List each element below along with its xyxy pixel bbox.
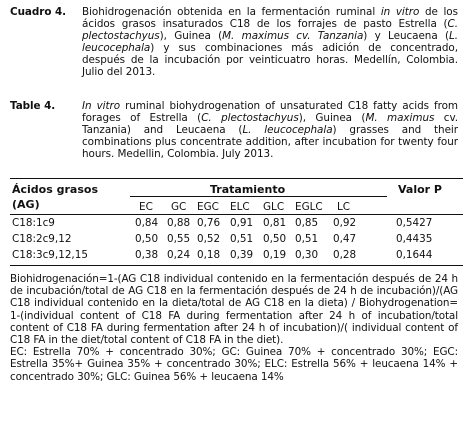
fatty-acid-cell: C18:2c9,12 xyxy=(12,233,72,245)
value-cell-gc: 0,55 xyxy=(167,233,191,245)
column-header-elc: ELC xyxy=(230,201,250,213)
caption-run: cv. Tanzania) and Leucaena ( xyxy=(82,112,458,136)
header-treatment: Tratamiento xyxy=(210,183,286,196)
caption-run: Biohidrogenación obtenida en la fermentación ruminal xyxy=(82,6,381,18)
caption-spanish xyxy=(10,6,458,78)
value-cell-glc: 0,19 xyxy=(263,249,287,261)
caption-run: ruminal biohydrogenation of unsaturated C18 fatty acids from forages of Estrella ( xyxy=(82,100,458,124)
value-cell-elc: 0,51 xyxy=(230,233,254,245)
value-cell-elc: 0,39 xyxy=(230,249,254,261)
table-top-rule xyxy=(10,178,463,179)
caption-run: in vitro xyxy=(380,6,420,18)
footnote-biohydrogenation: Biohidrogenación=1-(AG C18 individual contenido en la fermentación después de 24 h de incubación/total de AG C18 en la fermentación después de 24 h de incubación)/(AG C18 individual contenido en la dieta/total de AG C18 en la dieta) / Biohydrogenation= 1-(individual content of C18 FA during fermentation after 24 h of incubation/total content of C18 FA during fermentation after 24 h of incubation)/( individual content of C18 FA in the diet/total content of C18 FA in the diet). xyxy=(10,273,458,347)
value-cell-lc: 0,28 xyxy=(333,249,357,261)
value-cell-gc: 0,88 xyxy=(167,217,191,229)
value-cell-eglc: 0,85 xyxy=(295,217,319,229)
header-p-value: Valor P xyxy=(398,183,442,196)
fatty-acid-cell: C18:1c9 xyxy=(12,217,55,229)
value-cell-lc: 0,92 xyxy=(333,217,357,229)
caption-run: de los ácidos grasos insaturados C18 de los forrajes de pasto Estrella ( xyxy=(82,6,458,30)
table-footnote xyxy=(10,273,458,383)
caption-run: L. leucocephala xyxy=(82,30,458,54)
caption-run: M. maximus cv. Tanzania xyxy=(222,30,364,42)
caption-run: ) y sus combinaciones más adición de concentrado, después de la incubación por veinticuatro horas. Medellín, Colombia. Julio del 2013. xyxy=(82,42,458,78)
column-header-egc: EGC xyxy=(197,201,219,213)
value-cell-glc: 0,50 xyxy=(263,233,287,245)
p-value-cell: 0,5427 xyxy=(396,217,433,229)
value-cell-gc: 0,24 xyxy=(167,249,191,261)
value-cell-ec: 0,50 xyxy=(135,233,159,245)
caption-label: Table 4. xyxy=(10,100,56,112)
header-fatty-acids: Ácidos grasos xyxy=(12,183,98,196)
caption-run: ) y Leucaena ( xyxy=(363,30,449,42)
caption-label: Cuadro 4. xyxy=(10,6,67,18)
table-bottom-rule xyxy=(10,265,463,266)
caption-run: M. maximus xyxy=(365,112,435,124)
value-cell-lc: 0,47 xyxy=(333,233,357,245)
caption-run: ) grasses and their combinations plus concentrate addition, after incubation for twenty four hours. Medellin, Colombia. July 2013. xyxy=(82,124,458,160)
value-cell-elc: 0,91 xyxy=(230,217,254,229)
value-cell-egc: 0,18 xyxy=(197,249,221,261)
treatment-underline xyxy=(130,196,387,197)
value-cell-ec: 0,38 xyxy=(135,249,159,261)
value-cell-ec: 0,84 xyxy=(135,217,159,229)
table-header-rule xyxy=(10,214,463,215)
value-cell-glc: 0,81 xyxy=(263,217,287,229)
caption-text xyxy=(82,100,458,160)
caption-run: In vitro xyxy=(82,100,121,112)
caption-run: ), Guinea ( xyxy=(298,112,366,124)
column-header-eglc: EGLC xyxy=(295,201,323,213)
value-cell-eglc: 0,30 xyxy=(295,249,319,261)
fatty-acid-cell: C18:3c9,12,15 xyxy=(12,249,88,261)
p-value-cell: 0,4435 xyxy=(396,233,433,245)
caption-text xyxy=(82,6,458,78)
caption-run: L. leucocephala xyxy=(242,124,333,136)
column-header-gc: GC xyxy=(171,201,187,213)
value-cell-egc: 0,76 xyxy=(197,217,221,229)
value-cell-egc: 0,52 xyxy=(197,233,221,245)
caption-run: ), Guinea ( xyxy=(159,30,223,42)
column-header-lc: LC xyxy=(337,201,351,213)
value-cell-eglc: 0,51 xyxy=(295,233,319,245)
caption-english xyxy=(10,100,458,160)
caption-run: C. plectostachyus xyxy=(201,112,299,124)
footnote-abbreviations: EC: Estrella 70% + concentrado 30%; GC: Guinea 70% + concentrado 30%; EGC: Estrella 35%+ Guinea 35% + concentrado 30%; ELC: Estrella 56% + leucaena 14% + concentrado 30%; GLC: Guinea 56% + leucaena 14% xyxy=(10,346,458,383)
column-header-glc: GLC xyxy=(263,201,285,213)
column-header-ec: EC xyxy=(139,201,153,213)
caption-run: C. plectostachyus xyxy=(82,18,458,42)
header-fatty-acids-abbr: (AG) xyxy=(12,198,40,211)
p-value-cell: 0,1644 xyxy=(396,249,433,261)
